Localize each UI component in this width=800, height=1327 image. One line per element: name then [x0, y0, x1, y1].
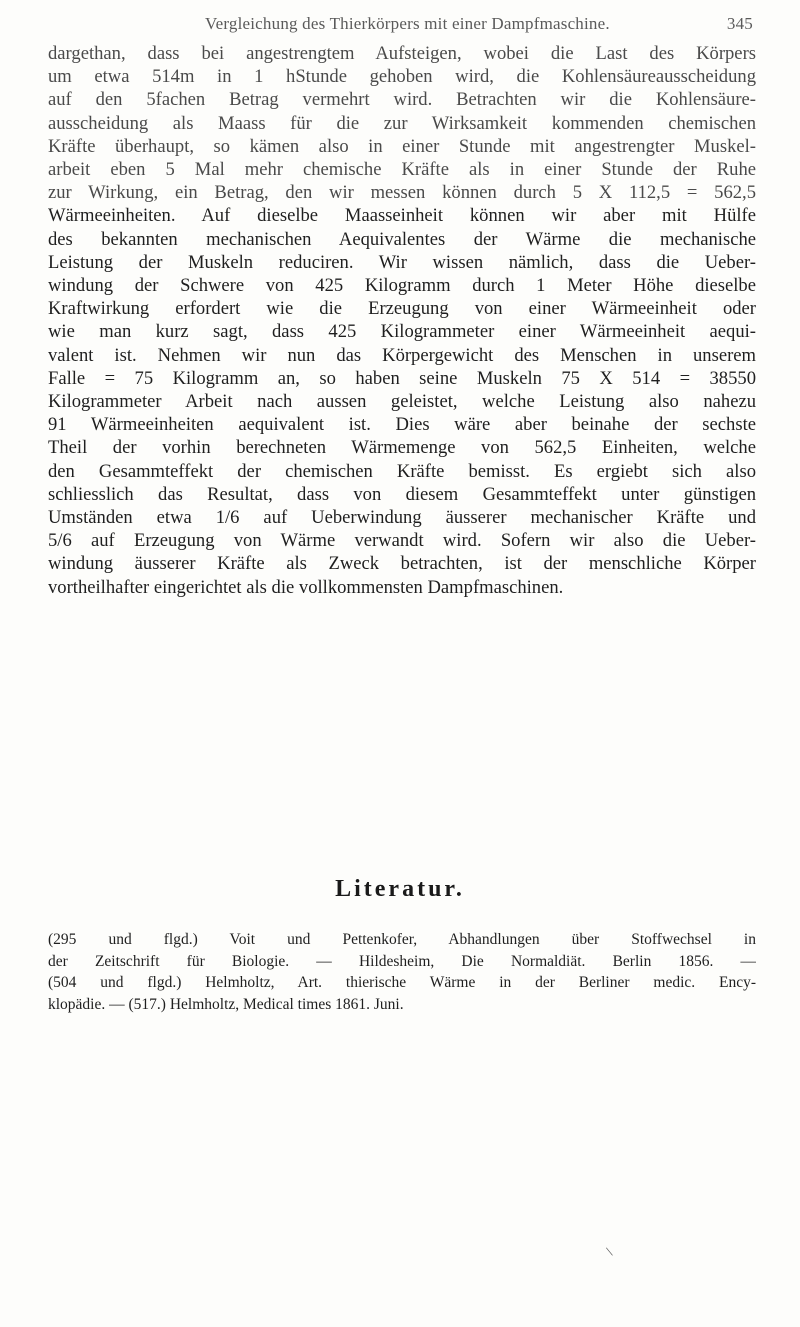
reference-line: klopädie. — (517.) Helmholtz, Medical times 1861. Juni. — [48, 995, 404, 1013]
text-line: des bekannten mechanischen Aequivalentes der Wärme die mechanische — [48, 228, 756, 250]
text-line: den Gesammteffekt der chemischen Kräfte bemisst. Es ergiebt sich also — [48, 460, 756, 482]
page-number: 345 — [726, 14, 753, 33]
text-line: windung äusserer Kräfte als Zweck betrachten, ist der menschliche Körper — [48, 553, 756, 575]
text-line: auf den 5fachen Betrag vermehrt wird. Betrachten wir die Kohlensäure- — [48, 89, 756, 111]
text-line: Leistung der Muskeln reduciren. Wir wissen nämlich, dass die Ueber- — [48, 251, 756, 273]
text-line: 91 Wärmeeinheiten aequivalent ist. Dies wäre aber beinahe der sechste — [48, 414, 756, 436]
text-line: arbeit eben 5 Mal mehr chemische Kräfte als in einer Stunde der Ruhe — [48, 159, 756, 181]
body-paragraph — [48, 42, 756, 599]
text-line: um etwa 514m in 1 hStunde gehoben wird, die Kohlensäureausscheidung — [48, 66, 756, 88]
running-head — [205, 14, 753, 38]
reference-line: der Zeitschrift für Biologie. — Hildesheim, Die Normaldiät. Berlin 1856. — — [48, 952, 756, 970]
text-line: Wärmeeinheiten. Auf dieselbe Maasseinheit können wir aber mit Hülfe — [48, 205, 756, 227]
text-line: vortheilhafter eingerichtet als die vollkommensten Dampfmaschinen. — [48, 576, 564, 598]
text-line: Kilogrammeter Arbeit nach aussen geleistet, welche Leistung also nahezu — [48, 391, 756, 413]
text-line: Kraftwirkung erfordert wie die Erzeugung von einer Wärmeeinheit oder — [48, 298, 756, 320]
text-line: Kräfte überhaupt, so kämen also in einer Stunde mit angestrengter Muskel- — [48, 135, 756, 157]
text-line: ausscheidung als Maass für die zur Wirksamkeit kommenden chemischen — [48, 112, 756, 134]
literature-references — [48, 929, 756, 1015]
text-line: wie man kurz sagt, dass 425 Kilogrammeter einer Wärmeeinheit aequi- — [48, 321, 756, 343]
text-line: valent ist. Nehmen wir nun das Körpergewicht des Menschen in unserem — [48, 344, 756, 366]
text-line: dargethan, dass bei angestrengtem Aufsteigen, wobei die Last des Körpers — [48, 43, 756, 64]
text-line: zur Wirkung, ein Betrag, den wir messen können durch 5 X 112,5 = 562,5 — [48, 182, 756, 204]
stray-ink-mark: \ — [605, 1244, 615, 1261]
text-line: 5/6 auf Erzeugung von Wärme verwandt wird. Sofern wir also die Ueber- — [48, 530, 756, 552]
reference-line: (504 und flgd.) Helmholtz, Art. thierische Wärme in der Berliner medic. Ency- — [48, 974, 756, 991]
text-line: windung der Schwere von 425 Kilogramm durch 1 Meter Höhe dieselbe — [48, 275, 756, 297]
reference-line: (295 und flgd.) Voit und Pettenkofer, Abhandlungen über Stoffwechsel in — [48, 931, 756, 948]
text-line: Theil der vorhin berechneten Wärmemenge von 562,5 Einheiten, welche — [48, 437, 756, 459]
text-line: Umständen etwa 1/6 auf Ueberwindung äusserer mechanischer Kräfte und — [48, 507, 756, 529]
running-head-title: Vergleichung des Thierkörpers mit einer Dampfmaschine. — [205, 14, 610, 33]
literature-heading: Literatur. — [335, 876, 465, 902]
text-line: Falle = 75 Kilogramm an, so haben seine Muskeln 75 X 514 = 38550 — [48, 367, 756, 389]
text-line: schliesslich das Resultat, dass von diesem Gesammteffekt unter günstigen — [48, 483, 756, 505]
